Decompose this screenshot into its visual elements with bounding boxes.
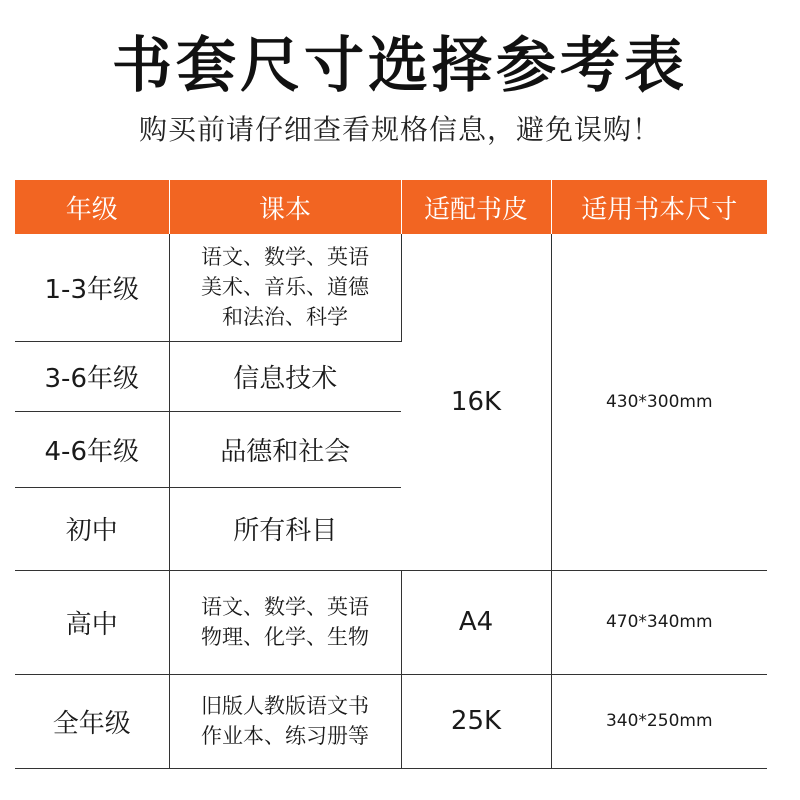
- header-textbook: 课本: [169, 180, 401, 234]
- textbook-cell: 信息技术: [169, 341, 401, 411]
- textbook-line: 作业本、练习册等: [201, 724, 369, 748]
- grade-cell: 高中: [15, 570, 169, 674]
- header-book-size: 适用书本尺寸: [551, 180, 767, 234]
- cover-cell: 16K: [401, 234, 551, 570]
- table-row: [15, 570, 767, 674]
- grade-cell: 1-3年级: [15, 234, 169, 341]
- textbook-line: 语文、数学、英语: [201, 245, 369, 270]
- page-title: 书套尺寸选择参考表: [112, 31, 688, 101]
- table-row: [15, 234, 767, 341]
- textbook-line: 语文、数学、英语: [201, 595, 369, 619]
- textbook-cell: 所有科目: [169, 487, 401, 570]
- textbook-cell: [169, 570, 401, 674]
- header-cover: 适配书皮: [401, 180, 551, 234]
- page-subtitle: 购买前请仔细查看规格信息，避免误购！: [138, 113, 661, 146]
- book-size-cell: 340*250mm: [551, 674, 767, 768]
- textbook-line: 美术、音乐、道德: [201, 275, 369, 300]
- textbook-line: 和法治、科学: [222, 305, 348, 330]
- textbook-line: 物理、化学、生物: [201, 625, 369, 649]
- header-grade: 年级: [15, 180, 169, 234]
- table-header-row: [15, 180, 767, 234]
- textbook-line: 旧版人教版语文书: [201, 694, 369, 718]
- grade-cell: 初中: [15, 487, 169, 570]
- table-row: [15, 674, 767, 768]
- cover-cell: 25K: [401, 674, 551, 768]
- grade-cell: 3-6年级: [15, 341, 169, 411]
- size-reference-table: [15, 180, 767, 769]
- book-size-cell: 470*340mm: [551, 570, 767, 674]
- grade-cell: 全年级: [15, 674, 169, 768]
- textbook-cell: 品德和社会: [169, 411, 401, 487]
- cover-cell: A4: [401, 570, 551, 674]
- book-size-cell: 430*300mm: [551, 234, 767, 570]
- textbook-cell: [169, 234, 401, 341]
- textbook-cell: [169, 674, 401, 768]
- grade-cell: 4-6年级: [15, 411, 169, 487]
